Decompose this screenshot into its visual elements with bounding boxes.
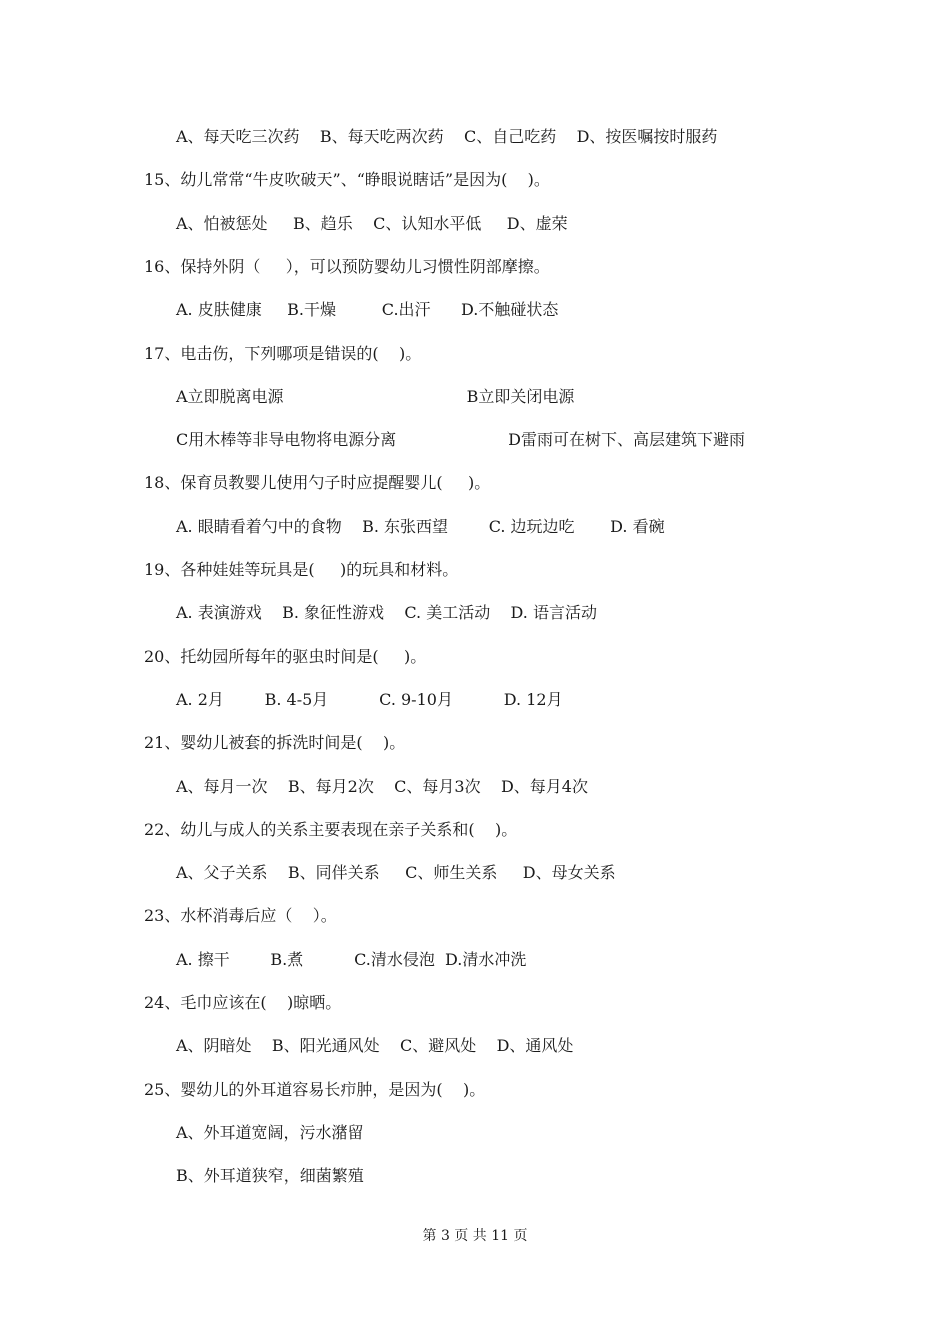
question-line: 17、电击伤，下列哪项是错误的( )。 <box>144 343 422 363</box>
question-line: 25、婴幼儿的外耳道容易长疖肿，是因为( )。 <box>144 1079 486 1099</box>
question-line: 15、幼儿常常“牛皮吹破天”、“睁眼说瞎话”是因为( )。 <box>144 170 550 190</box>
question-line: 22、幼儿与成人的关系主要表现在亲子关系和( )。 <box>144 819 518 839</box>
options-line: A. 表演游戏 B. 象征性游戏 C. 美工活动 D. 语言活动 <box>176 603 597 623</box>
page-footer: 第 3 页 共 11 页 <box>422 1228 528 1244</box>
options-line: A. 皮肤健康 B.干燥 C.出汗 D.不触碰状态 <box>176 300 559 320</box>
question-line: 16、保持外阴（ ），可以预防婴幼儿习惯性阴部摩擦。 <box>144 256 550 276</box>
question-line: 21、婴幼儿被套的拆洗时间是( )。 <box>144 733 406 753</box>
options-line: B、外耳道狭窄，细菌繁殖 <box>176 1166 364 1186</box>
options-line: A. 擦干 B.煮 C.清水侵泡 D.清水冲洗 <box>176 949 527 969</box>
question-line: 18、保育员教婴儿使用勺子时应提醒婴儿( )。 <box>144 473 491 493</box>
options-line: A、外耳道宽阔，污水潴留 <box>176 1122 364 1142</box>
options-line: A、父子关系 B、同伴关系 C、师生关系 D、母女关系 <box>176 863 616 883</box>
question-line: 24、毛巾应该在( )晾晒。 <box>144 993 342 1012</box>
options-line: A立即脱离电源 B立即关闭电源 <box>176 386 575 406</box>
options-line: A、怕被惩处 B、趋乐 C、认知水平低 D、虚荣 <box>176 213 568 233</box>
options-line: A. 眼睛看着勺中的食物 B. 东张西望 C. 边玩边吃 D. 看碗 <box>176 516 665 536</box>
options-line: A、每天吃三次药 B、每天吃两次药 C、自己吃药 D、按医嘱按时服药 <box>176 127 718 146</box>
options-line: A、阴暗处 B、阳光通风处 C、避风处 D、通风处 <box>176 1036 574 1056</box>
options-line: A. 2月 B. 4-5月 C. 9-10月 D. 12月 <box>176 689 563 709</box>
options-line: A、每月一次 B、每月2次 C、每月3次 D、每月4次 <box>176 776 588 796</box>
question-line: 19、各种娃娃等玩具是( )的玩具和材料。 <box>144 560 459 579</box>
question-line: 23、水杯消毒后应（ ）。 <box>144 906 337 926</box>
options-line: C用木棒等非导电物将电源分离 D雷雨可在树下、高层建筑下避雨 <box>176 430 745 450</box>
question-line: 20、托幼园所每年的驱虫时间是( )。 <box>144 646 427 666</box>
